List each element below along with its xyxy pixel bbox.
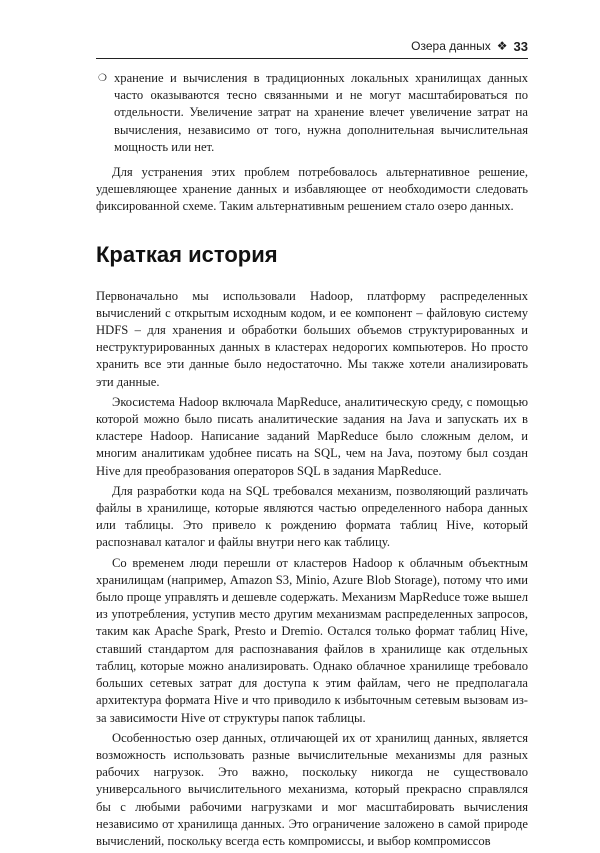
list-item (96, 70, 528, 156)
paragraph: Для разработки кода на SQL требовался механизм, позволяющий различать файлы в хранилище, которые являются частью определенного набора данных или таблицы. Это привело к рождению формата таблиц Hive, который распознавал каталог и файлы внутри него как таблицу. (96, 483, 528, 550)
paragraph: Экосистема Hadoop включала MapReduce, аналитическую среду, с помощью которой можно было писать аналитические задания на Java и запускать их в кластере Hadoop. Написание заданий MapReduce было сложным делом, и многим аналитикам удобнее писать на SQL, чем на Java, поэтому был создан Hive для преобразования операторов SQL в задания MapReduce. (96, 394, 528, 478)
circle-bullet-icon: ❍ (98, 73, 107, 84)
ornament-icon: ❖ (496, 39, 508, 53)
section-title: Озера данных (411, 39, 491, 53)
page-number: 33 (513, 38, 528, 54)
paragraph: Первоначально мы использовали Hadoop, платформу распределенных вычислений с открытым исходным кодом, и ее компонент – файловую систему HDFS – для хранения и обработки больших объемов структурированных и неструктурированных данных в кластерах недорогих компьютеров. Но просто хранить все эти данные было недостаточно. Мы также хотели анализировать эти данные. (96, 288, 528, 389)
paragraph: Особенностью озер данных, отличающей их от хранилищ данных, является возможность использовать разные вычислительные механизмы для разных рабочих нагрузок. Это важно, поскольку никогда не существовало универсального вычислительного механизма, который прекрасно справлялся бы с любыми рабочими нагрузками и мог масштабировать вычисления независимо от хранилища данных. Это ограничение заложено в самой природе вычислений, поскольку всегда есть компромиссы, и выбор компромиссов (96, 730, 528, 848)
running-header (96, 34, 528, 59)
paragraph: Со временем люди перешли от кластеров Hadoop к облачным объектным хранилищам (например, Amazon S3, Minio, Azure Blob Storage), потому что ими было проще управлять и дешевле содержать. Механизм MapReduce тоже вышел из употребления, уступив место другим механизмам распределенных запросов, таким как Apache Spark, Presto и Dremio. Остался только формат таблиц Hive, ставший стандартом для распознавания файлов в хранилище как отдельных таблиц, которые можно анализировать. Однако облачное хранилище требовало больших сетевых затрат для доступа к этим файлам, чего не предполагала архитектура формата Hive и что приводило к избыточным сетевым вызовам из-за зависимости Hive от структуры папок таблицы. (96, 555, 528, 725)
list-item-text: хранение и вычисления в традиционных локальных хранилищах данных часто оказываются тесно связанными и не могут масштабироваться по отдельности. Увеличение затрат на хранение влечет увеличение затрат на вычисления, независимо от того, нужна дополнительная вычислительная мощность или нет. (114, 71, 528, 154)
page-body (96, 70, 528, 853)
intro-paragraph: Для устранения этих проблем потребовалось альтернативное решение, удешевляющее хранение данных и избавляющее от необходимости следовать фиксированной схеме. Таким альтернативным решением стало озеро данных. (96, 165, 528, 214)
section-heading: Краткая история (96, 241, 278, 267)
